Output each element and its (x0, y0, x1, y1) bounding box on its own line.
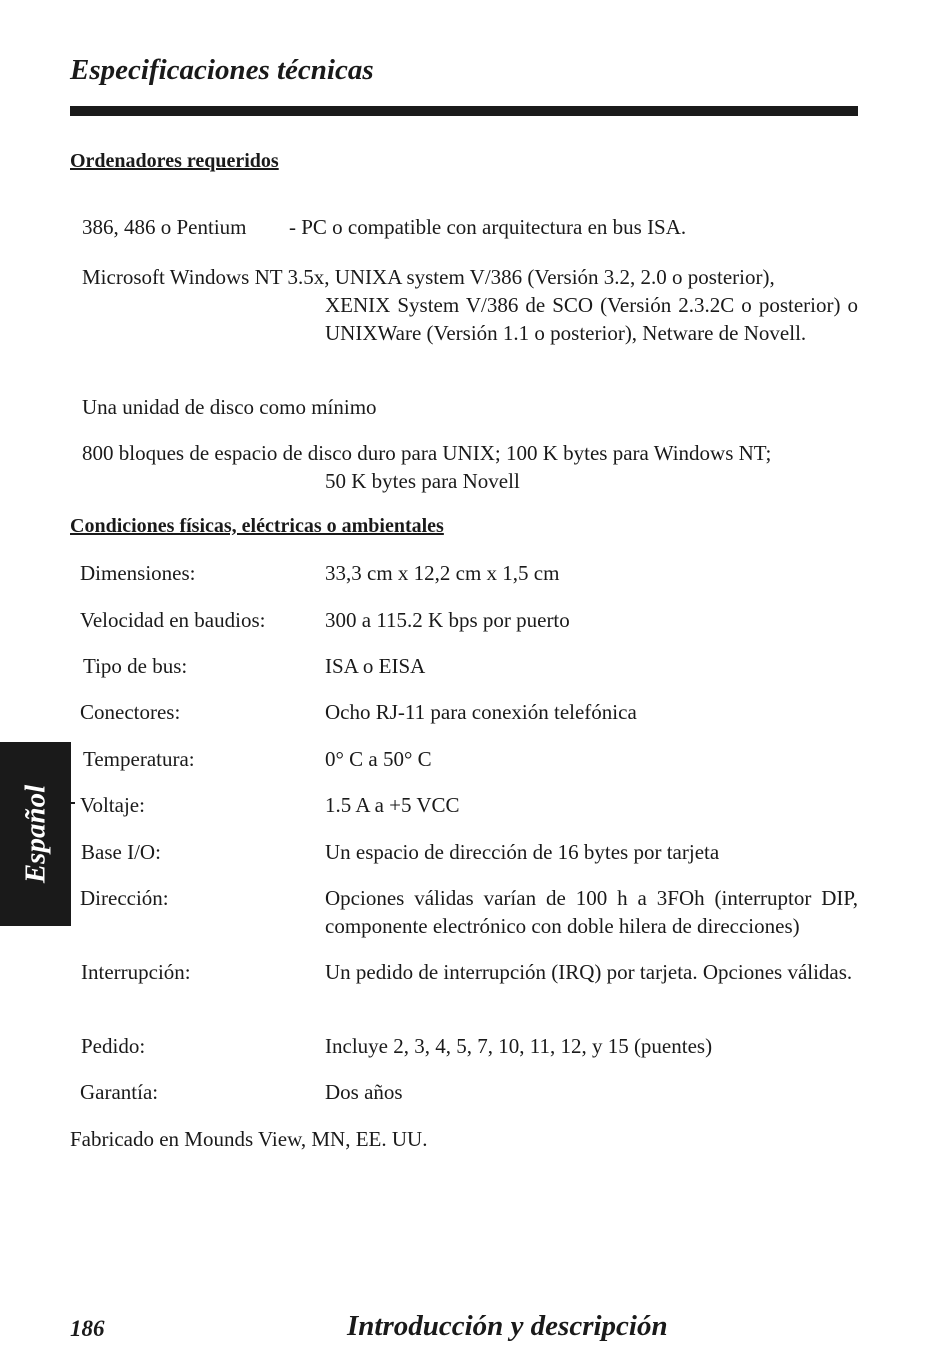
hard-disk-requirement-continued: 50 K bytes para Novell (325, 469, 520, 493)
spec-label: Pedido: (81, 1034, 146, 1058)
spec-value: 33,3 cm x 12,2 cm x 1,5 cm (325, 561, 560, 585)
spec-label: Temperatura: (83, 747, 195, 771)
tab-tick-mark (71, 802, 75, 804)
spec-label: Dimensiones: (80, 561, 196, 585)
title-rule (70, 106, 858, 116)
spec-value: Un pedido de interrupción (IRQ) por tarjeta. Opciones válidas. (325, 960, 853, 984)
spec-label: Interrupción: (81, 960, 191, 984)
spec-label: Voltaje: (80, 793, 145, 817)
spec-label: Velocidad en baudios: (80, 608, 266, 632)
spec-value: Un espacio de dirección de 16 bytes por tarjeta (325, 840, 720, 864)
disk-drive-requirement: Una unidad de disco como mínimo (82, 395, 377, 419)
page-number: 186 (70, 1316, 105, 1341)
page-title: Especificaciones técnicas (70, 54, 374, 86)
spec-value: 300 a 115.2 K bps por puerto (325, 608, 570, 632)
footer-title: Introducción y descripción (347, 1310, 668, 1342)
os-requirement: Microsoft Windows NT 3.5x, UNIXA system V/386 (Versión 3.2, 2.0 o posterior), (82, 265, 775, 289)
spec-value: Ocho RJ-11 para conexión telefónica (325, 700, 637, 724)
language-side-tab (0, 742, 71, 926)
spec-value: 1.5 A a +5 VCC (325, 793, 460, 817)
spec-label: Base I/O: (81, 840, 161, 864)
spec-value: ISA o EISA (325, 654, 426, 678)
spec-value: Opciones válidas varían de 100 h a 3FOh (interruptor DIP, componente electrónico con doble hilera de direcciones) (325, 886, 858, 938)
spec-label: Tipo de bus: (83, 654, 188, 678)
spec-value: Dos años (325, 1080, 403, 1104)
hard-disk-requirement: 800 bloques de espacio de disco duro para UNIX; 100 K bytes para Windows NT; (82, 441, 772, 465)
language-side-tab-label: Español (19, 784, 51, 884)
pc-label: 386, 486 o Pentium (82, 215, 247, 239)
section-heading-computers: Ordenadores requeridos (70, 150, 279, 172)
manufactured-note: Fabricado en Mounds View, MN, EE. UU. (70, 1127, 428, 1151)
spec-value: 0° C a 50° C (325, 747, 432, 771)
spec-value: Incluye 2, 3, 4, 5, 7, 10, 11, 12, y 15 (puentes) (325, 1034, 713, 1058)
section-heading-conditions: Condiciones físicas, eléctricas o ambientales (70, 515, 444, 537)
spec-label: Dirección: (80, 886, 169, 910)
pc-requirement: - PC o compatible con arquitectura en bus ISA. (289, 215, 687, 239)
spec-label: Garantía: (80, 1080, 159, 1104)
spec-label: Conectores: (80, 700, 181, 724)
os-requirement-continued: XENIX System V/386 de SCO (Versión 2.3.2C o posterior) o UNIXWare (Versión 1.1 o posterior), Netware de Novell. (325, 293, 858, 345)
